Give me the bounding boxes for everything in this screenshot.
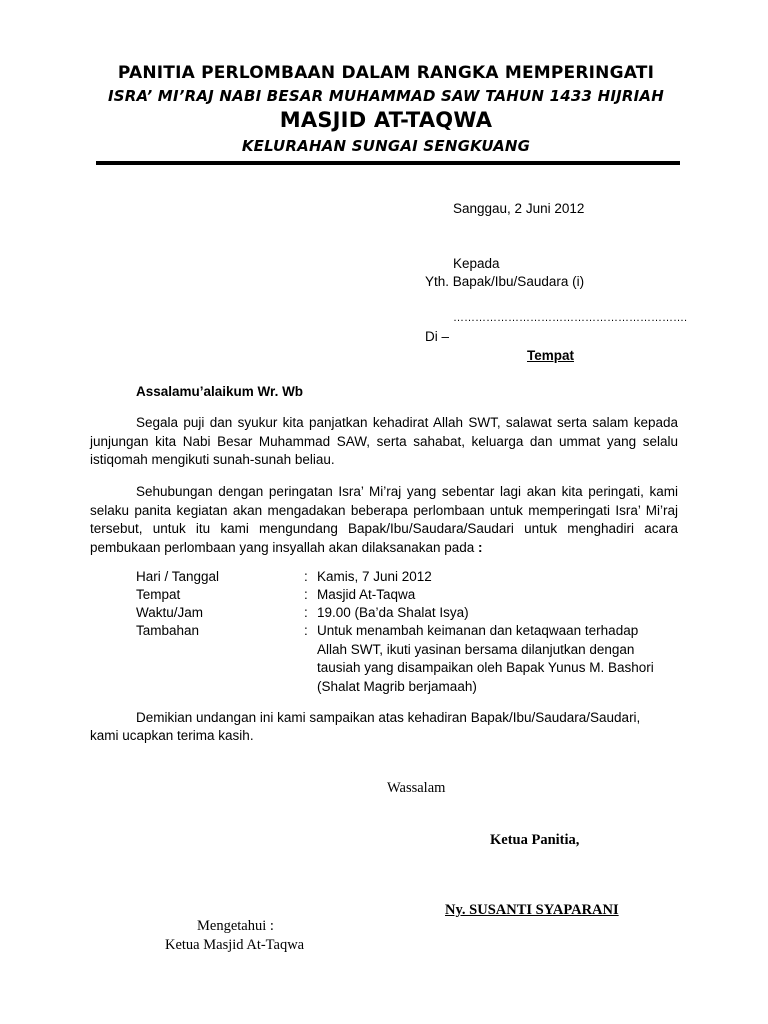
paragraph-invitation-colon: : bbox=[474, 539, 483, 555]
paragraph-opening-text: Segala puji dan syukur kita panjatkan kehadirat Allah SWT, salawat serta salam kepada junjungan kita Nabi Besar Muhammad SAW, serta sahabat, keluarga dan ummat yang selalu istiqomah mengikuti sunah-sunah beliau. bbox=[90, 415, 678, 467]
detail-colon: : bbox=[304, 623, 308, 638]
salutation: Assalamu’alaikum Wr. Wb bbox=[136, 384, 304, 399]
detail-value-extra: Untuk menambah keimanan dan ketaqwaan terhadap Allah SWT, ikuti yasinan bersama dilanjutkan dengan tausiah yang disampaikan oleh Bapak Yunus M. Bashori (Shalat Magrib berjamaah) bbox=[317, 623, 654, 694]
letterhead-divider bbox=[96, 161, 680, 165]
detail-label-place: Tempat bbox=[136, 587, 181, 602]
detail-colon: : bbox=[304, 569, 308, 584]
detail-label-time: Waktu/Jam bbox=[136, 605, 204, 620]
paragraph-invitation-text bbox=[90, 483, 678, 557]
recipient-di: Di – bbox=[425, 329, 450, 344]
detail-label-date: Hari / Tanggal bbox=[136, 569, 220, 584]
letterhead-village: KELURAHAN SUNGAI SENGKUANG bbox=[241, 137, 531, 155]
letter-date: Sanggau, 2 Juni 2012 bbox=[453, 201, 585, 216]
detail-value-date: Kamis, 7 Juni 2012 bbox=[317, 569, 432, 584]
paragraph-invitation bbox=[90, 483, 678, 557]
paragraph-invitation-body: Sehubungan dengan peringatan Isra’ Mi’raj yang sebentar lagi akan kita peringati, kami selaku panita kegiatan akan mengadakan beberapa perlombaan untuk memperingati Isra’ Mi’raj tersebut, untuk itu kami mengundang Bapak/Ibu/Saudara/Saudari untuk menghadiri acara pembukaan perlombaan yang insyallah akan dilaksanakan pada bbox=[90, 484, 678, 555]
signature-name: Ny. SUSANTI SYAPARANI bbox=[445, 902, 619, 918]
recipient-yth: Yth. Bapak/Ibu/Saudara (i) bbox=[425, 274, 585, 289]
detail-colon: : bbox=[304, 605, 308, 620]
recipient-tempat: Tempat bbox=[527, 348, 575, 363]
letterhead-mosque-name: MASJID AT-TAQWA bbox=[279, 108, 493, 132]
letterhead-line-event: ISRA’ MI’RAJ NABI BESAR MUHAMMAD SAW TAHUN 1433 HIJRIAH bbox=[108, 87, 664, 105]
recipient-kepada: Kepada bbox=[453, 256, 500, 271]
detail-value-place: Masjid At-Taqwa bbox=[317, 587, 416, 602]
wassalam: Wassalam bbox=[387, 780, 446, 796]
letterhead-line-committee: PANITIA PERLOMBAAN DALAM RANGKA MEMPERINGATI bbox=[117, 63, 655, 83]
closing-line-2: kami ucapkan terima kasih. bbox=[90, 728, 254, 743]
recipient-name-blank: ………………………………………………………. bbox=[453, 312, 688, 324]
closing-line-1: Demikian undangan ini kami sampaikan atas kehadiran Bapak/Ibu/Saudara/Saudari, bbox=[136, 710, 641, 725]
paragraph-opening bbox=[90, 414, 678, 470]
acknowledgement-label: Mengetahui : bbox=[197, 918, 274, 934]
detail-value-time: 19.00 (Ba’da Shalat Isya) bbox=[317, 605, 469, 620]
signature-role: Ketua Panitia, bbox=[490, 832, 580, 848]
detail-label-extra: Tambahan bbox=[136, 623, 200, 638]
acknowledgement-role: Ketua Masjid At-Taqwa bbox=[165, 937, 305, 953]
detail-colon: : bbox=[304, 587, 308, 602]
